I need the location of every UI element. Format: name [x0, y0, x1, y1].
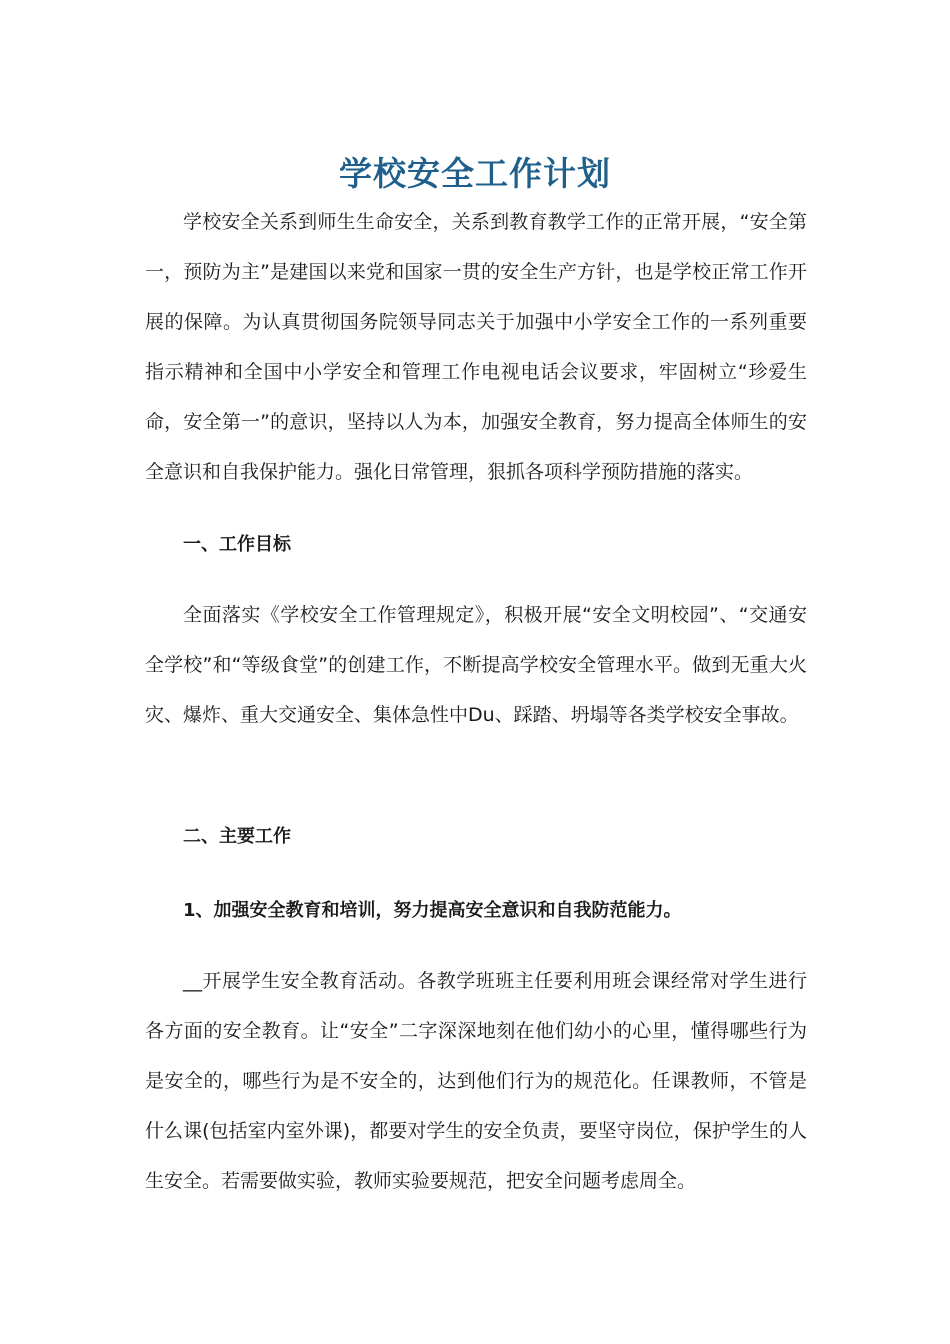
safety-education-paragraph: __开展学生安全教育活动。各教学班班主任要利用班会课经常对学生进行各方面的安全教育。让“安全”二字深深地刻在他们幼小的心里，懂得哪些行为是安全的，哪些行为是不安全的，达到他们行为的规范化。任课教师，不管是什么课(包括室内室外课)，都要对学生的安全负责，要坚守岗位，保护学生的人生安全。若需要做实验，教师实验要规范，把安全问题考虑周全。 [145, 970, 807, 1192]
goals-paragraph: 全面落实《学校安全工作管理规定》，积极开展“安全文明校园”、“交通安全学校”和“等级食堂”的创建工作，不断提高学校安全管理水平。做到无重大火灾、爆炸、重大交通安全、集体急性中Du、踩踏、坍塌等各类学校安全事故。 [145, 604, 807, 726]
section-heading-main-work: 二、主要工作 [183, 826, 291, 847]
section-heading-goals: 一、工作目标 [183, 534, 291, 555]
subsection-heading-safety-education: 1、加强安全教育和培训，努力提高安全意识和自我防范能力。 [183, 900, 682, 921]
document-title: 学校安全工作计划 [339, 154, 611, 194]
intro-paragraph: 学校安全关系到师生生命安全，关系到教育教学工作的正常开展，“安全第一，预防为主”是建国以来党和国家一贯的安全生产方针，也是学校正常工作开展的保障。为认真贯彻国务院领导同志关于加强中小学安全工作的一系列重要指示精神和全国中小学安全和管理工作电视电话会议要求，牢固树立“珍爱生命，安全第一”的意识，坚持以人为本，加强安全教育，努力提高全体师生的安全意识和自我保护能力。强化日常管理，狠抓各项科学预防措施的落实。 [145, 211, 807, 483]
